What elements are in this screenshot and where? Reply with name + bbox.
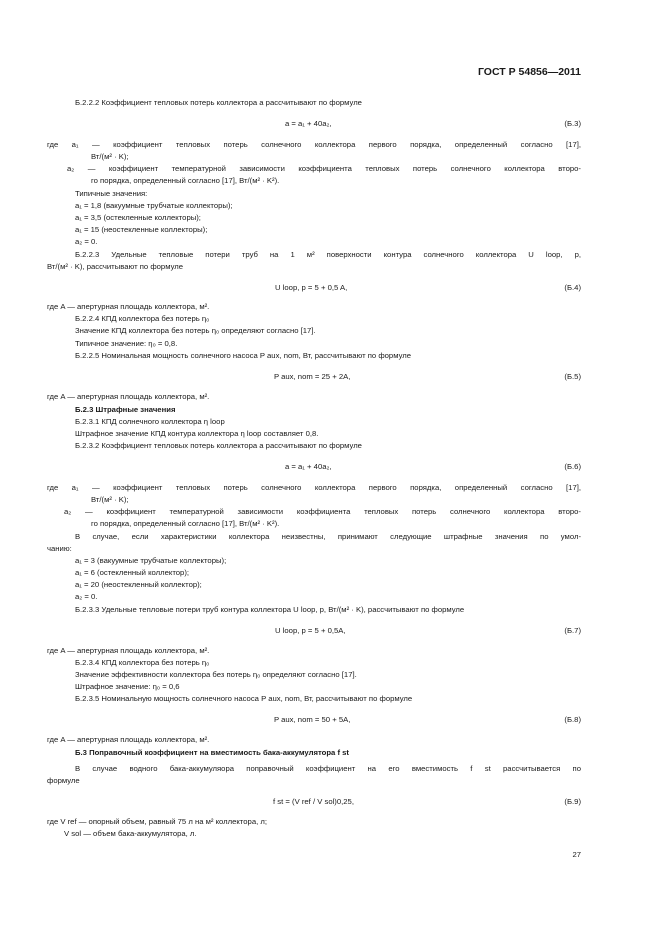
- equation: f st = (V ref / V sol)0,25,: [273, 797, 354, 806]
- text-line: Вт/(м² · K), рассчитывают по формуле: [47, 262, 184, 271]
- text-line: где a₁ — коэффициент тепловых потерь солнечного коллектора первого порядка, определенный согласно [17],: [47, 140, 581, 149]
- text-line: Штрафное значение КПД контура коллектора η loop составляет 0,8.: [75, 429, 319, 438]
- equation: U loop, p = 5 + 0,5 A,: [275, 283, 348, 292]
- text-line: Значение эффективности коллектора без потерь η₀ определяют согласно [17].: [75, 670, 357, 679]
- text-line: Б.2.3.4 КПД коллектора без потерь η₀: [75, 658, 210, 667]
- text-line: В случае водного бака-аккумуляора поправочный коэффициент на его вместимость f st рассчитывается по: [75, 764, 581, 773]
- text-line: го порядка, определенный согласно [17], Вт/(м² · K²).: [91, 176, 280, 185]
- text-line: a₂ = 0.: [75, 237, 98, 246]
- equation-number: (Б.7): [564, 626, 581, 635]
- text-line: a₂ — коэффициент температурной зависимости коэффициента тепловых потерь солнечного коллектора второ-: [67, 164, 581, 173]
- text-line: формуле: [47, 776, 80, 785]
- text-line: Б.2.3.3 Удельные тепловые потери труб контура коллектора U loop, p, Вт/(м² · K), рассчитывают по формуле: [75, 605, 465, 614]
- text-line: где A — апертурная площадь коллектора, м².: [47, 392, 210, 401]
- text-line: Б.2.2.2 Коэффициент тепловых потерь коллектора a рассчитывают по формуле: [75, 98, 362, 107]
- text-line: Штрафное значение: η₀ = 0,6: [75, 682, 180, 691]
- text-line: Б.2.3.2 Коэффициент тепловых потерь коллектора a рассчитывают по формуле: [75, 441, 362, 450]
- text-line: a₁ = 6 (остекленный коллектор);: [75, 568, 190, 577]
- text-line: чанию:: [47, 544, 72, 553]
- equation: a = a₁ + 40a₂,: [285, 119, 332, 128]
- page-number: 27: [572, 850, 581, 859]
- text-line: Вт/(м² · K);: [91, 152, 129, 161]
- text-line: где A — апертурная площадь коллектора, м².: [47, 302, 210, 311]
- text-line: a₁ = 15 (неостекленные коллекторы);: [75, 225, 208, 234]
- equation-number: (Б.8): [564, 715, 581, 724]
- section-heading: Б.3 Поправочный коэффициент на вместимость бака-аккумулятора f st: [75, 748, 349, 757]
- text-line: Б.2.2.5 Номинальная мощность солнечного насоса P aux, nom, Вт, рассчитывают по формуле: [75, 351, 412, 360]
- text-line: где A — апертурная площадь коллектора, м².: [47, 735, 210, 744]
- text-line: Б.2.3.5 Номинальную мощность солнечного насоса P aux, nom, Вт, рассчитывают по формуле: [75, 694, 413, 703]
- section-heading: Б.2.3 Штрафные значения: [75, 405, 176, 414]
- text-line: Значение КПД коллектора без потерь η₀ определяют согласно [17].: [75, 326, 316, 335]
- text-line: a₁ = 3,5 (остекленные коллекторы);: [75, 213, 201, 222]
- equation: P aux, nom = 25 + 2A,: [274, 372, 351, 381]
- equation: P aux, nom = 50 + 5A,: [274, 715, 351, 724]
- equation-number: (Б.9): [564, 797, 581, 806]
- text-line: V sol — объем бака-аккумулятора, л.: [64, 829, 197, 838]
- text-line: a₂ — коэффициент температурной зависимости коэффициента тепловых потерь солнечного коллектора второ-: [64, 507, 581, 516]
- text-line: a₁ = 3 (вакуумные трубчатые коллекторы);: [75, 556, 227, 565]
- text-line: где A — апертурная площадь коллектора, м².: [47, 646, 210, 655]
- text-line: В случае, если характеристики коллектора неизвестны, принимают следующие штрафные значения по умол-: [75, 532, 581, 541]
- text-line: Б.2.2.3 Удельные тепловые потери труб на 1 м² поверхности контура солнечного коллектора U loop, p,: [75, 250, 581, 259]
- equation: a = a₁ + 40a₂,: [285, 462, 332, 471]
- equation-number: (Б.6): [564, 462, 581, 471]
- equation: U loop, p = 5 + 0,5A,: [275, 626, 346, 635]
- page-header: ГОСТ Р 54856—2011: [477, 66, 581, 78]
- text-line: Вт/(м² · K);: [91, 495, 129, 504]
- equation-number: (Б.5): [564, 372, 581, 381]
- text-line: a₁ = 1,8 (вакуумные трубчатые коллекторы);: [75, 201, 233, 210]
- text-line: Б.2.2.4 КПД коллектора без потерь η₀: [75, 314, 210, 323]
- text-line: где a₁ — коэффициент тепловых потерь солнечного коллектора первого порядка, определенный согласно [17],: [47, 483, 581, 492]
- text-line: где V ref — опорный объем, равный 75 л на м² коллектора, л;: [47, 817, 267, 826]
- text-line: Б.2.3.1 КПД солнечного коллектора η loop: [75, 417, 225, 426]
- text-line: го порядка, определенный согласно [17], Вт/(м² · K²).: [91, 519, 280, 528]
- equation-number: (Б.4): [564, 283, 581, 292]
- equation-number: (Б.3): [564, 119, 581, 128]
- text-line: a₁ = 20 (неостекленный коллектор);: [75, 580, 202, 589]
- text-line: Типичное значение: η₀ = 0,8.: [75, 339, 178, 348]
- text-line: a₂ = 0.: [75, 592, 98, 601]
- text-line: Типичные значения:: [75, 189, 148, 198]
